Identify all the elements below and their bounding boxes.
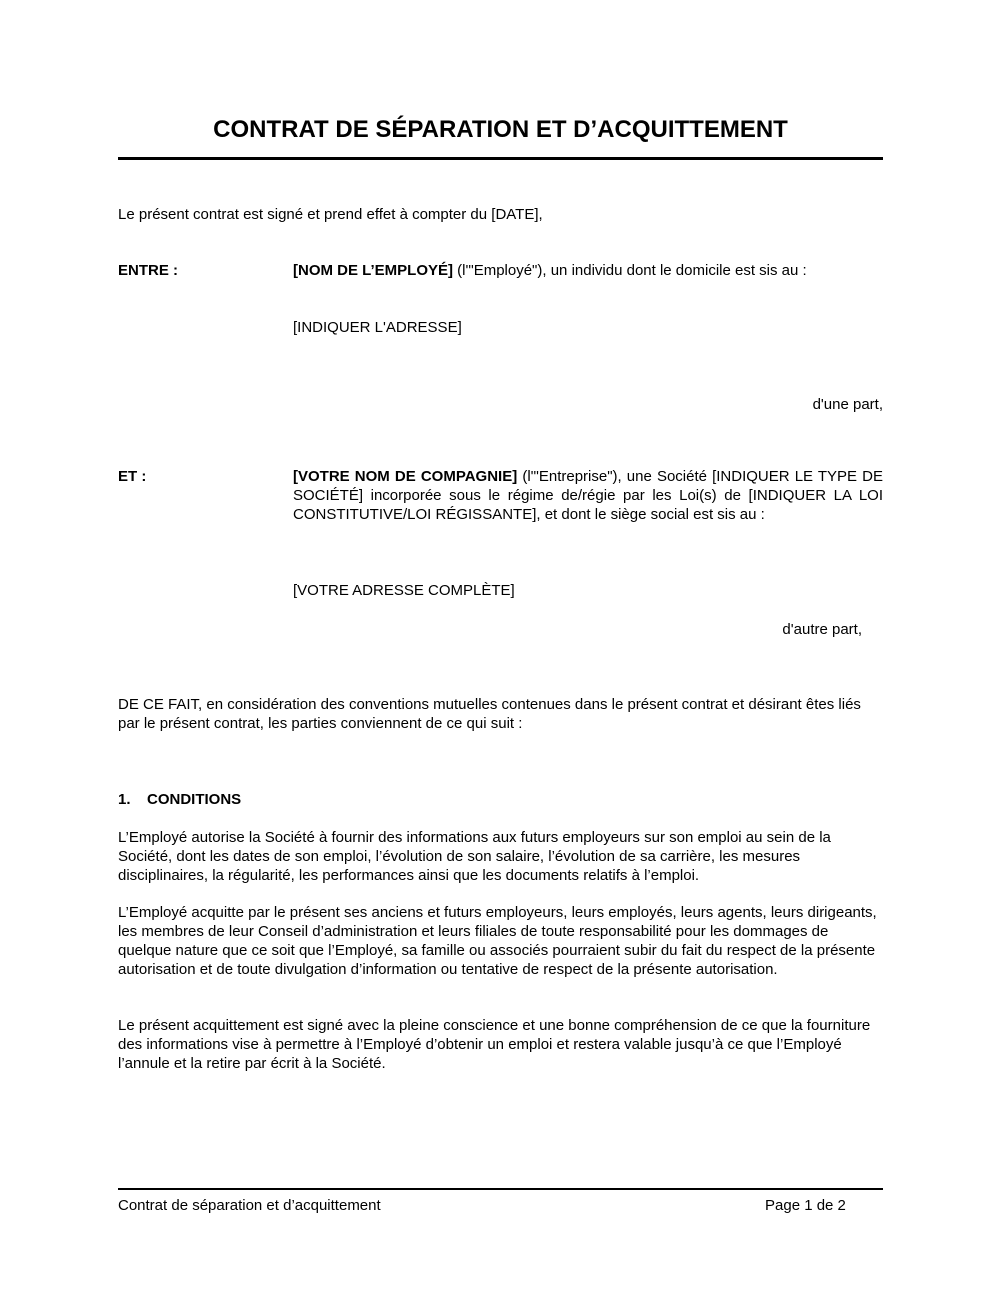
section1-title: CONDITIONS [147, 791, 242, 808]
party1-description [293, 261, 883, 280]
intro-text: Le présent contrat est signé et prend effet à compter du [DATE], [118, 206, 543, 223]
title-divider [118, 157, 883, 160]
party2-description [293, 467, 883, 524]
section1-number: 1. [118, 791, 131, 808]
footer-page-number: Page 1 de 2 [765, 1197, 846, 1214]
party2-description-text: (l'"Entreprise"), une Société [INDIQUER LE TYPE DE SOCIÉTÉ] incorporée sous le régime de/régie par les Loi(s) de [INDIQUER LA LOI CONSTITUTIVE/LOI RÉGISSANTE], et dont le siège social est sis au : [293, 468, 883, 523]
footer-divider [118, 1188, 883, 1190]
party1-name: [NOM DE L’EMPLOYÉ] [293, 262, 454, 279]
section1-paragraph: L’Employé autorise la Société à fournir des informations aux futurs employeurs sur son emploi au sein de la Société, dont les dates de son emploi, l’évolution de son salaire, l’évolution de sa carrière, les mesures disciplinaires, la régularité, les performances ainsi que les documents relatifs à l’emploi. [118, 829, 831, 884]
footer-document-name: Contrat de séparation et d’acquittement [118, 1197, 381, 1214]
party1-closing: d'une part, [812, 396, 883, 413]
section1-paragraph: Le présent acquittement est signé avec la pleine conscience et une bonne compréhension de ce que la fourniture des informations vise à permettre à l’Employé d’obtenir un emploi et restera valable jusqu’à ce que l’Employé l’annule et la retire par écrit à la Société. [118, 1017, 871, 1072]
section1-paragraph: L’Employé acquitte par le présent ses anciens et futurs employeurs, leurs employés, leurs agents, leurs dirigeants, les membres de leur Conseil d’administration et leurs filiales de toute responsabilité pour les dommages de quelque nature que ce soit que l’Employé, sa famille ou associés pourraient subir du fait du respect de la présente autorisation et de toute divulgation d’information ou tentative de respect de la présente autorisation. [118, 904, 877, 978]
party1-address: [INDIQUER L'ADRESSE] [293, 319, 462, 336]
recital-text: DE CE FAIT, en considération des conventions mutuelles contenues dans le présent contrat et désirant êtes liés par le présent contrat, les parties conviennent de ce qui suit : [118, 696, 861, 732]
party1-description-text: (l'"Employé"), un individu dont le domicile est sis au : [453, 262, 807, 279]
section1-heading [118, 790, 241, 809]
party2-closing: d'autre part, [782, 621, 862, 638]
party2-address: [VOTRE ADRESSE COMPLÈTE] [293, 582, 515, 599]
party2-label: ET : [118, 468, 147, 485]
party2-name: [VOTRE NOM DE COMPAGNIE] [293, 468, 518, 485]
party1-label: ENTRE : [118, 262, 178, 279]
page-title: CONTRAT DE SÉPARATION ET D’ACQUITTEMENT [213, 116, 788, 143]
